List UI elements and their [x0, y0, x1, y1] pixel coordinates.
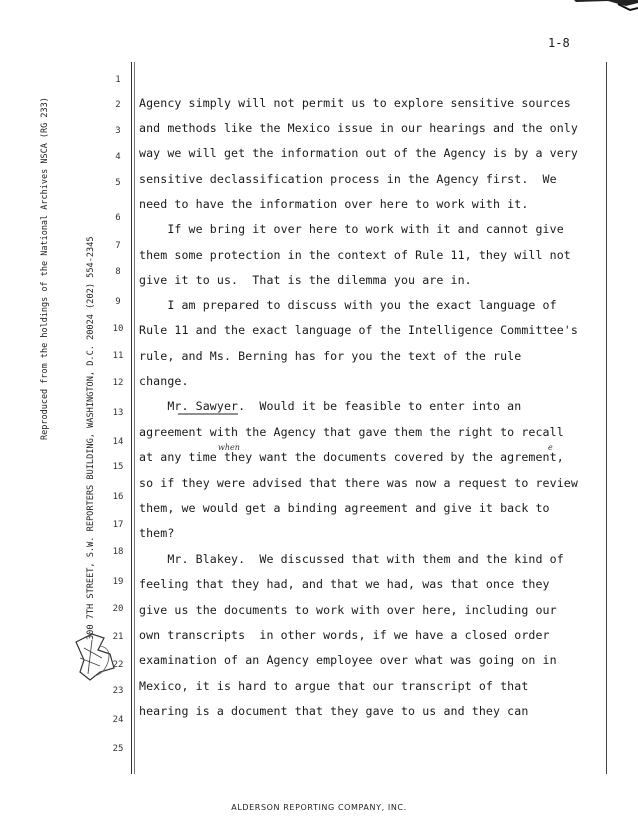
- line-number: 10: [112, 324, 124, 334]
- underline-sawyer: [178, 412, 238, 416]
- page-number: 1-8: [548, 36, 570, 50]
- transcript-line: own transcripts in other words, if we have a closed order: [139, 628, 550, 642]
- line-number: 22: [112, 660, 124, 670]
- transcript-line: them, we would get a binding agreement and give it back to: [139, 501, 550, 515]
- transcript-line: Rule 11 and the exact language of the Intelligence Committee's: [139, 323, 578, 337]
- line-number: 11: [112, 351, 124, 361]
- transcript-line: at any time they want the documents covered by the agrement,: [139, 450, 564, 464]
- line-number: 3: [115, 126, 121, 136]
- left-margin-rule: [131, 62, 132, 774]
- transcript-line: I am prepared to discuss with you the exact language of: [139, 298, 557, 312]
- line-number: 14: [112, 437, 124, 447]
- line-number: 20: [112, 604, 124, 614]
- transcript-line: and methods like the Mexico issue in our hearings and the only: [139, 121, 578, 135]
- transcript-line: so if they were advised that there was now a request to review: [139, 476, 578, 490]
- transcript-line: feeling that they had, and that we had, was that once they: [139, 577, 550, 591]
- transcript-line: Mexico, it is hard to argue that our transcript of that: [139, 679, 529, 693]
- line-number: 13: [112, 408, 124, 418]
- transcript-line: If we bring it over here to work with it and cannot give: [139, 222, 564, 236]
- line-number: 4: [115, 152, 121, 162]
- transcript-line: sensitive declassification process in the Agency first. We: [139, 172, 557, 186]
- transcript-line: give it to us. That is the dilemma you are in.: [139, 273, 472, 287]
- line-number: 16: [112, 492, 124, 502]
- line-number: 7: [115, 241, 121, 251]
- transcript-line: Mr. Blakey. We discussed that with them and the kind of: [139, 552, 564, 566]
- handwritten-insert-when: when: [218, 443, 240, 452]
- handwritten-insert-e: e: [548, 443, 553, 452]
- transcript-line: them some protection in the context of Rule 11, they will not: [139, 248, 571, 262]
- transcript-line: examination of an Agency employee over what was going on in: [139, 653, 557, 667]
- line-number: 25: [112, 744, 124, 754]
- transcript-line: change.: [139, 374, 189, 388]
- line-number: 5: [115, 178, 121, 188]
- line-number: 21: [112, 632, 124, 642]
- line-number: 23: [112, 686, 124, 696]
- line-number: 8: [115, 267, 121, 277]
- line-number: 24: [112, 715, 124, 725]
- line-number: 2: [115, 100, 121, 110]
- archive-note: Reproduced from the holdings of the National Archives NSCA (RG 233): [40, 97, 50, 440]
- transcript-line: hearing is a document that they gave to us and they can: [139, 704, 529, 718]
- transcript-line: Agency simply will not permit us to explore sensitive sources: [139, 96, 571, 110]
- transcript-line: give us the documents to work with over here, including our: [139, 603, 557, 617]
- line-number: 19: [112, 577, 124, 587]
- transcript-line: agreement with the Agency that gave them the right to recall: [139, 425, 564, 439]
- line-number: 12: [112, 378, 124, 388]
- scan-smudge: [568, 0, 638, 14]
- line-number: 17: [112, 520, 124, 530]
- line-number: 6: [115, 213, 121, 223]
- reporter-address: 300 7TH STREET, S.W. REPORTERS BUILDING, WASHINGTON, D.C. 20024 (202) 554-2345: [86, 236, 96, 640]
- line-number: 18: [112, 547, 124, 557]
- right-margin-rule: [606, 62, 607, 774]
- line-number: 1: [115, 75, 121, 85]
- transcript-line: rule, and Ms. Berning has for you the text of the rule: [139, 349, 522, 363]
- line-number: 9: [115, 297, 121, 307]
- transcript-line: Mr. Sawyer. Would it be feasible to enter into an: [139, 399, 522, 413]
- footer-company: ALDERSON REPORTING COMPANY, INC.: [231, 803, 407, 812]
- left-margin-rule-inner: [134, 62, 135, 774]
- transcript-line: them?: [139, 526, 175, 540]
- line-number: 15: [112, 462, 124, 472]
- transcript-line: way we will get the information out of the Agency is by a very: [139, 146, 578, 160]
- transcript-line: need to have the information over here to work with it.: [139, 197, 529, 211]
